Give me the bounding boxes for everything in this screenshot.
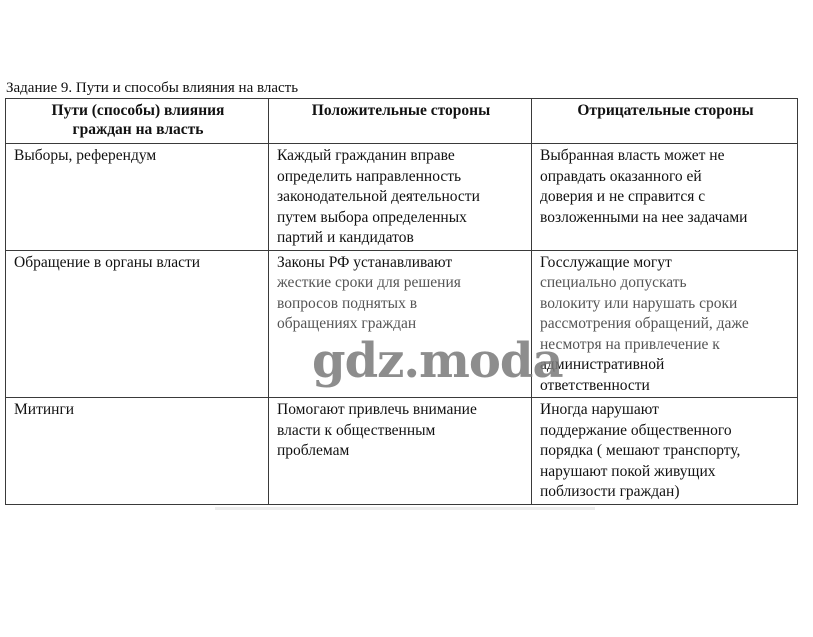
task-caption: Задание 9. Пути и способы влияния на власть bbox=[6, 80, 299, 96]
cell-way: Митинги bbox=[6, 398, 269, 505]
cell-way: Обращение в органы власти bbox=[6, 250, 269, 398]
cell-negative: Госслужащие могут специально допускать волокиту или нарушать сроки рассмотрения обращений, даже несмотря на привлечение к административной ответственности bbox=[532, 250, 798, 398]
cell-positive: Каждый гражданин вправе определить направленность законодательной деятельности путем выбора определенных партий и кандидатов bbox=[269, 144, 532, 251]
cell-way: Выборы, референдум bbox=[6, 144, 269, 251]
table-row bbox=[6, 144, 798, 251]
table-row bbox=[6, 398, 798, 505]
header-ways: Пути (способы) влияния граждан на власть bbox=[6, 99, 269, 144]
cell-negative: Выбранная власть может не оправдать оказанного ей доверия и не справится с возложенными на нее задачами bbox=[532, 144, 798, 251]
header-positive: Положительные стороны bbox=[269, 99, 532, 144]
cell-positive: Помогают привлечь внимание власти к общественным проблемам bbox=[269, 398, 532, 505]
header-negative: Отрицательные стороны bbox=[532, 99, 798, 144]
scan-smudge bbox=[215, 507, 595, 510]
watermark-logo: gdz.moda bbox=[312, 333, 563, 389]
cell-negative: Иногда нарушают поддержание общественного порядка ( мешают транспорту, нарушают покой живущих поблизости граждан) bbox=[532, 398, 798, 505]
influence-table bbox=[5, 98, 798, 505]
cell-positive: Законы РФ устанавливают жесткие сроки для решения вопросов поднятых в обращениях граждан bbox=[269, 250, 532, 398]
table-header-row bbox=[6, 99, 798, 144]
